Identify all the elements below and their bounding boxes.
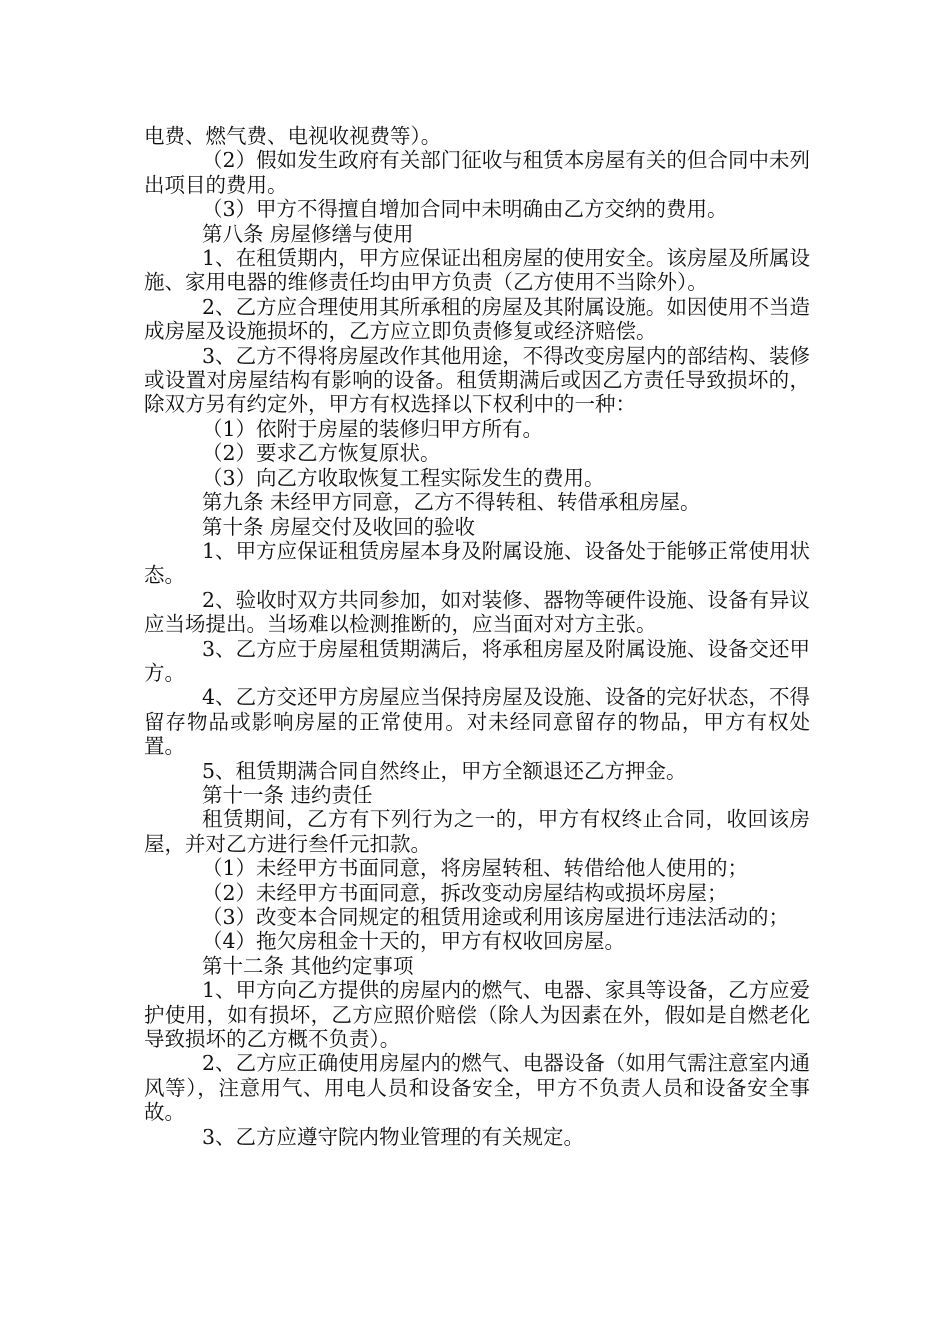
paragraph-article-10-3: 3、乙方应于房屋租赁期满后，将承租房屋及附属设施、设备交还甲方。 — [144, 636, 810, 685]
paragraph-article-12-1: 1、甲方向乙方提供的房屋内的燃气、电器、家具等设备，乙方应爱护使用，如有损坏，乙方应照价赔偿（除人为因素在外，假如是自燃老化导致损坏的乙方概不负责）。 — [144, 978, 810, 1052]
document-body — [144, 124, 810, 1149]
paragraph-article-11-2: （2）未经甲方书面同意，拆改变动房屋结构或损坏房屋； — [202, 880, 728, 905]
paragraph-article-11-1: （1）未经甲方书面同意，将房屋转租、转借给他人使用的； — [202, 856, 749, 881]
paragraph-article-10-4: 4、乙方交还甲方房屋应当保持房屋及设施、设备的完好状态，不得留存物品或影响房屋的正常使用。对未经同意留存的物品，甲方有权处置。 — [144, 685, 810, 759]
paragraph-fees-continued: 电费、燃气费、电视收视费等）。 — [144, 124, 442, 148]
paragraph-article-8-3-2: （2）要求乙方恢复原状。 — [202, 441, 441, 466]
paragraph-article-8-1: 1、在租赁期内，甲方应保证出租房屋的使用安全。该房屋及所属设施、家用电器的维修责任均由甲方负责（乙方使用不当除外）。 — [144, 246, 810, 295]
paragraph-article-8-2: 2、乙方应合理使用其所承租的房屋及其附属设施。如因使用不当造成房屋及设施损坏的，乙方应立即负责修复或经济赔偿。 — [144, 294, 810, 344]
paragraph-article-11-3: （3）改变本合同规定的租赁用途或利用该房屋进行违法活动的； — [202, 905, 790, 929]
paragraph-article-11-intro: 租赁期间，乙方有下列行为之一的，甲方有权终止合同，收回该房屋，并对乙方进行叁仟元扣款。 — [144, 807, 810, 856]
paragraph-article-10-5: 5、租赁期满合同自然终止，甲方全额退还乙方押金。 — [202, 758, 687, 783]
paragraph-article-12-3: 3、乙方应遵守院内物业管理的有关规定。 — [202, 1124, 585, 1149]
paragraph-article-10-2: 2、验收时双方共同参加，如对装修、器物等硬件设施、设备有异议应当场提出。当场难以检测推断的，应当面对对方主张。 — [144, 587, 810, 637]
heading-article-10: 第十条 房屋交付及收回的验收 — [202, 514, 476, 539]
paragraph-clause-7-3: （3）甲方不得擅自增加合同中未明确由乙方交纳的费用。 — [202, 197, 728, 222]
heading-article-9: 第九条 未经甲方同意，乙方不得转租、转借承租房屋。 — [202, 490, 701, 515]
paragraph-article-12-2: 2、乙方应正确使用房屋内的燃气、电器设备（如用气需注意室内通风等），注意用气、用电人员和设备安全，甲方不负责人员和设备安全事故。 — [144, 1051, 810, 1125]
paragraph-article-10-1: 1、甲方应保证租赁房屋本身及附属设施、设备处于能够正常使用状态。 — [144, 538, 810, 588]
heading-article-8: 第八条 房屋修缮与使用 — [202, 221, 414, 246]
heading-article-11: 第十一条 违约责任 — [202, 782, 373, 807]
paragraph-clause-7-2: （2）假如发生政府有关部门征收与租赁本房屋有关的但合同中未列出项目的费用。 — [144, 148, 810, 197]
paragraph-article-8-3-3: （3）向乙方收取恢复工程实际发生的费用。 — [202, 465, 605, 490]
paragraph-article-8-3-1: （1）依附于房屋的装修归甲方所有。 — [202, 416, 544, 441]
paragraph-article-8-3: 3、乙方不得将房屋改作其他用途，不得改变房屋内的部结构、装修或设置对房屋结构有影响的设备。租赁期满后或因乙方责任导致损坏的，除双方另有约定外，甲方有权选择以下权利中的一种： — [144, 343, 810, 417]
heading-article-12: 第十二条 其他约定事项 — [202, 953, 414, 978]
paragraph-article-11-4: （4）拖欠房租金十天的，甲方有权收回房屋。 — [202, 929, 626, 954]
